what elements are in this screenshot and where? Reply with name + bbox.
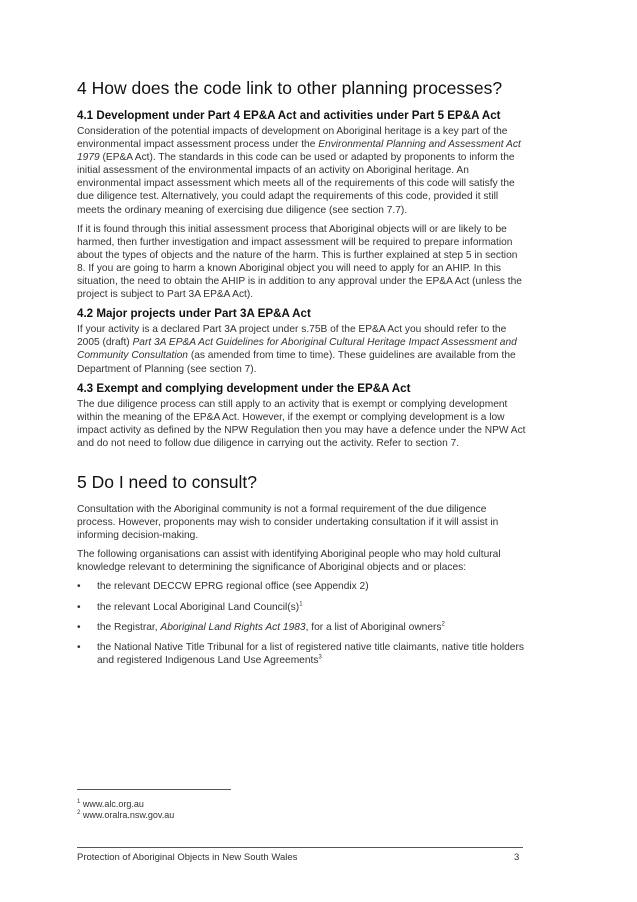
footnotes: [77, 799, 377, 821]
list-item: [77, 580, 527, 593]
section-4-1-paragraph-1: [77, 125, 527, 217]
footnote-1: [77, 799, 377, 810]
list-item-text: the National Native Title Tribunal for a list of registered native title claimants, native title holders and registered Indigenous Land Use Agreements: [97, 641, 524, 666]
text-run: Consideration of the potential impacts of development on Aboriginal heritage is a key part of the environmental impact assessment process under the: [77, 126, 508, 151]
bullet: •: [77, 641, 81, 653]
footnote-number: 1: [77, 799, 81, 805]
section-4-3-heading: 4.3 Exempt and complying development under the EP&A Act: [77, 381, 411, 395]
bullet: •: [77, 601, 81, 613]
text-run: If your activity is a declared Part 3A project under s.75B of the EP&A Act you should refer to the 2005 (draft): [77, 324, 507, 349]
list-item-text: , for a list of Aboriginal owners: [305, 621, 442, 633]
section-4-3-paragraph: The due diligence process can still apply to an activity that is exempt or complying development within the meaning of the EP&A Act. However, if the exempt or complying development is a low impact activity as defined by the NPW Regulation then you may have a defence under the NPW Act and do not need to follow due diligence in carrying out the activity. Refer to section 7.: [77, 398, 526, 449]
footnote-marker: 1: [299, 601, 303, 608]
footnote-marker: 2: [441, 621, 445, 628]
section-4-2-heading: 4.2 Major projects under Part 3A EP&A Act: [77, 307, 311, 321]
list-item-text: the relevant DECCW EPRG regional office (see Appendix 2): [97, 581, 369, 593]
page-number: 3: [514, 852, 520, 863]
footnote-link[interactable]: www.oralra.nsw.gov.au: [80, 810, 175, 820]
footnote-link[interactable]: www.alc.org.au: [80, 799, 144, 809]
list-item: [77, 641, 527, 667]
act-title: Environmental Planning and Assessment Act 1979: [77, 139, 521, 164]
text-run: (EP&A Act). The standards in this code can be used or adapted by proponents to inform the initial assessment of the environmental impacts of an activity on Aboriginal heritage. An environmental impact assessment which meets all of the requirements of this code will satisfy the due diligence test. Alternatively, you could adapt the requirements of this code, provided it still meets the ordinary meaning of exercising due diligence (see section 7.7).: [77, 152, 515, 216]
guideline-title: Part 3A EP&A Act Guidelines for Aboriginal Cultural Heritage Impact Assessment and Community Consultation: [77, 337, 517, 362]
list-item-text: the Registrar,: [97, 621, 161, 633]
list-item-text: the relevant Local Aboriginal Land Council(s): [97, 601, 300, 613]
act-title: Aboriginal Land Rights Act 1983: [160, 621, 306, 633]
list-item: [77, 601, 527, 614]
footer-title: Protection of Aboriginal Objects in New South Wales: [77, 852, 298, 863]
section-4-2-paragraph: [77, 323, 527, 375]
bullet: •: [77, 621, 81, 633]
footnote-number: 2: [77, 810, 81, 816]
footer-divider: [77, 847, 523, 848]
section-5-title: 5 Do I need to consult?: [77, 471, 257, 492]
section-4-title: 4 How does the code link to other planning processes?: [77, 78, 503, 98]
section-4-1-heading: 4.1 Development under Part 4 EP&A Act and activities under Part 5 EP&A Act: [77, 109, 501, 122]
bullet: •: [77, 581, 81, 593]
footnote-marker: 3: [318, 654, 322, 661]
section-4-1-paragraph-2: If it is found through this initial assessment process that Aboriginal objects will or are likely to be harmed, then further investigation and impact assessment will be required to prepare information about the types of objects and the nature of the harm. This is further explained at step 5 in section 8. If you are going to harm a known Aboriginal object you will need to apply for an AHIP. In this situation, the need to obtain the AHIP is in addition to any approval under the EP&A Act (unless the project is subject to Part 3A EP&A Act).: [77, 223, 522, 301]
page-content: [77, 78, 527, 674]
list-item: [77, 621, 527, 634]
organisation-list: [77, 580, 527, 666]
section-5-paragraph-2: The following organisations can assist with identifying Aboriginal people who may hold cultural knowledge relevant to determining the significance of Aboriginal objects and or places:: [77, 549, 501, 574]
section-5-paragraph-1: Consultation with the Aboriginal community is not a formal requirement of the due diligence process. However, proponents may wish to consider undertaking consultation if it will assist in informing decision-making.: [77, 503, 499, 542]
footnote-2: [77, 810, 377, 821]
footnote-divider: [77, 789, 231, 790]
text-run: (as amended from time to time). These guidelines are available from the Department of Planning (see section 7).: [77, 350, 516, 375]
